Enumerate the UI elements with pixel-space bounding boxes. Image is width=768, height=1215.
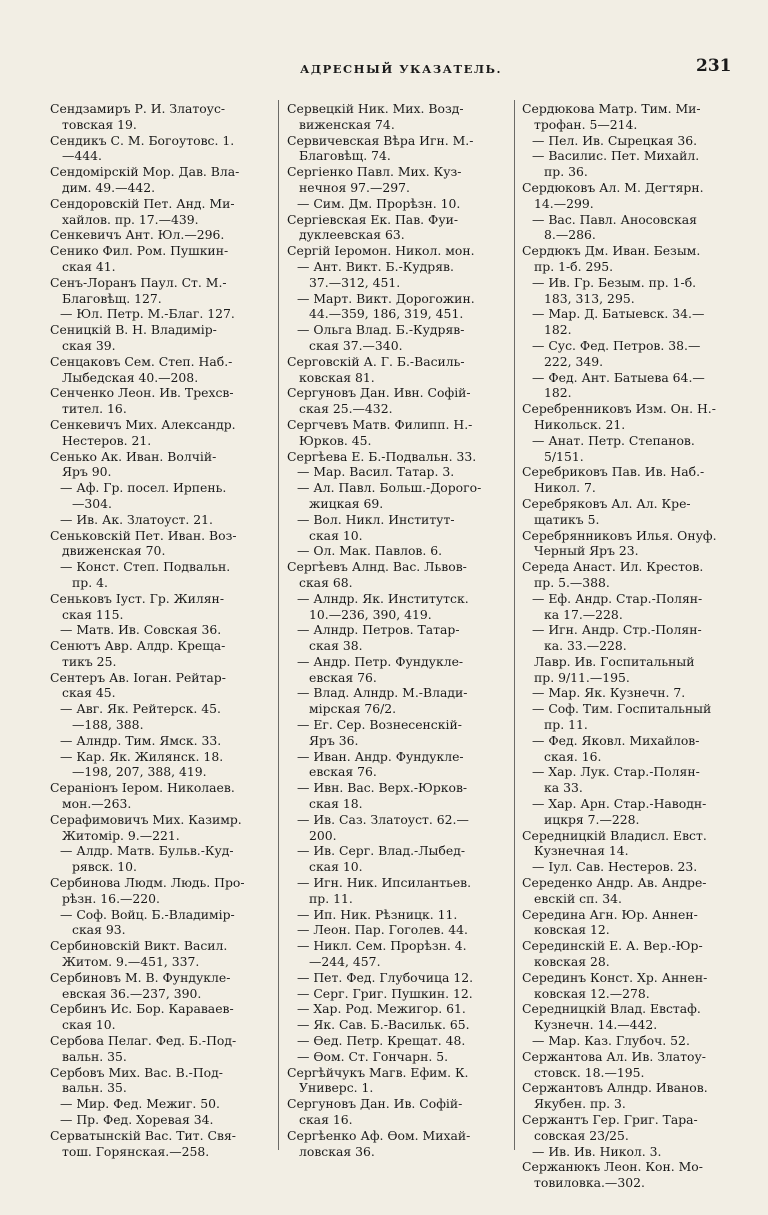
directory-entry: — Вол. Никл. Институт- ская 10. xyxy=(297,511,455,543)
running-head: АДРЕСНЫЙ УКАЗАТЕЛЬ. xyxy=(300,62,503,76)
directory-entry: — Ант. Викт. Б.-Кудряв. 37.—312, 451. xyxy=(297,258,454,290)
directory-entry: — Ив. Серг. Влад.-Лыбед- ская 10. xyxy=(297,843,466,875)
directory-entry: — Як. Сав. Б.-Васильк. 65. xyxy=(297,1017,470,1033)
directory-entry: — Василис. Пет. Михайл. пр. 36. xyxy=(532,148,700,180)
directory-entry: — Мар. Як. Кузнечн. 7. xyxy=(532,685,686,701)
directory-entry: Середина Агн. Юр. Аннен- ковская 12. xyxy=(522,906,698,938)
directory-entry: Лавр. Ив. Госпитальный пр. 9/11.—195. xyxy=(534,653,695,685)
directory-entry: — Ал. Павл. Больш.-Дорого- жицкая 69. xyxy=(297,480,482,511)
directory-entry: — Матв. Ив. Совская 36. xyxy=(60,622,222,638)
directory-entry: — Юл. Петр. М.-Благ. 127. xyxy=(60,306,235,322)
directory-entry: — Март. Викт. Дорогожин. 44.—359, 186, 319, 451. xyxy=(297,290,475,322)
directory-entry: — Кар. Як. Жилянск. 18. —198, 207, 388, 419. xyxy=(60,748,224,780)
directory-entry: Сенико Фил. Ром. Пушкин- ская 41. xyxy=(50,243,229,274)
directory-entry: Сербинъ Ис. Бор. Караваев- ская 10. xyxy=(50,1001,234,1033)
directory-entry: Сербиновскій Викт. Васил. Житом. 9.—451, 337. xyxy=(50,938,228,970)
directory-entry: Сендоровскій Пет. Анд. Ми- хайлов. пр. 17.—439. xyxy=(50,195,235,227)
directory-entry: Сергуновъ Дан. Ив. Софій- ская 16. xyxy=(287,1096,463,1127)
directory-entry: Сержанюкъ Леон. Кон. Мо- товиловка.—302. xyxy=(522,1159,703,1191)
directory-entry: — Сим. Дм. Прорѣзн. 10. xyxy=(297,195,461,211)
directory-entry: — Хар. Арн. Стар.-Наводн- ицкря 7.—228. xyxy=(532,796,707,827)
directory-entry: — Анат. Петр. Степанов. 5/151. xyxy=(532,432,695,464)
directory-entry: — Іул. Сав. Нестеров. 23. xyxy=(532,859,698,875)
directory-entry: — Пел. Ив. Сырецкая 36. xyxy=(532,132,698,148)
directory-entry: — Игн. Ник. Ипсилантьев. пр. 11. xyxy=(297,875,472,906)
directory-entry: Сердюкова Матр. Тим. Ми- трофан. 5—214. xyxy=(522,101,701,132)
directory-entry: Сенкевичъ Мих. Александр. Нестеров. 21. xyxy=(50,416,236,448)
directory-entry: Сержантъ Гер. Григ. Тара- совская 23/25. xyxy=(522,1112,698,1143)
directory-entry: — Хар. Род. Межигор. 61. xyxy=(297,1001,466,1017)
directory-entry: Середницкій Влад. Евстаф. Кузнечн. 14.—442. xyxy=(522,1001,701,1033)
directory-entry: — Ив. Саз. Златоуст. 62.— 200. xyxy=(297,811,469,843)
directory-entry: Сергѣенко Аф. Ѳом. Михай- ловская 36. xyxy=(287,1127,471,1159)
directory-entry: — Авг. Як. Рейтерск. 45. —188, 388. xyxy=(60,701,221,733)
directory-entry: Сергіевская Ек. Пав. Фуи- дуклеевская 63. xyxy=(287,211,459,243)
directory-entry: Сервецкій Ник. Мих. Возд- виженская 74. xyxy=(287,101,464,132)
directory-entry: — Никл. Сем. Прорѣзн. 4. —244, 457. xyxy=(297,938,467,970)
column-rule xyxy=(278,100,279,1150)
directory-entry: Сергуновъ Дан. Ивн. Софій- ская 25.—432. xyxy=(287,385,471,417)
directory-entry: — Серг. Григ. Пушкин. 12. xyxy=(297,985,473,1001)
directory-entry: — Мир. Фед. Межиг. 50. xyxy=(60,1096,220,1112)
directory-entry: — Вас. Павл. Аносовская 8.—286. xyxy=(532,211,697,243)
directory-entry: — Еф. Андр. Стар.-Полян- ка 17.—228. xyxy=(532,590,703,622)
directory-entry: Сербова Пелаг. Фед. Б.-Под- вальн. 35. xyxy=(50,1033,237,1064)
directory-entry: Сержантовъ Алндр. Иванов. Якубен. пр. 3. xyxy=(522,1080,708,1112)
directory-entry: Сераніонъ Іером. Николаев. мон.—263. xyxy=(50,780,235,812)
directory-entry: Сеньковскій Пет. Иван. Воз- движенская 70. xyxy=(50,527,237,559)
directory-entry: Серединскій Е. А. Вер.-Юр- ковская 28. xyxy=(522,938,703,970)
directory-entry: Серватынскій Вас. Тит. Свя- тош. Горянская.—258. xyxy=(50,1127,236,1159)
directory-entry: — Алдр. Матв. Бульв.-Куд- рявск. 10. xyxy=(60,843,234,875)
column-rule xyxy=(514,100,515,1150)
directory-entry: Серебряковъ Ал. Ал. Кре- щатикъ 5. xyxy=(522,495,691,527)
directory-entry: Сендикъ С. М. Богоутовс. 1. —444. xyxy=(50,132,235,164)
directory-entry: — Соф. Войц. Б.-Владимір- ская 93. xyxy=(60,906,235,938)
directory-entry: Сентеръ Ав. Іоган. Рейтар- ская 45. xyxy=(50,669,226,701)
directory-entry: — Леон. Пар. Гоголев. 44. xyxy=(297,922,468,938)
directory-entry: Сервичевская Вѣра Игн. М.- Благовѣщ. 74. xyxy=(287,132,474,164)
directory-entry: — Ив. Ив. Никол. 3. xyxy=(532,1143,662,1159)
directory-entry: Серговскій А. Г. Б.-Василь- ковская 81. xyxy=(287,353,465,385)
directory-entry: — Андр. Петр. Фундукле- евская 76. xyxy=(297,653,464,685)
directory-entry: — Влад. Алндр. М.-Влади- мірская 76/2. xyxy=(297,685,468,717)
directory-entry: — Ив. Ак. Златоуст. 21. xyxy=(60,511,213,527)
directory-entry: Сенютъ Авр. Алдр. Крещa- тикъ 25. xyxy=(50,638,226,669)
directory-entry: — Ол. Мак. Павлов. 6. xyxy=(297,543,443,559)
directory-entry: — Алндр. Тим. Ямск. 33. xyxy=(60,732,222,748)
directory-entry: — Пет. Фед. Глубочица 12. xyxy=(297,969,474,985)
directory-entry: — Ип. Ник. Рѣзницк. 11. xyxy=(297,906,458,922)
directory-entry: Сергѣева Е. Б.-Подвальн. 33. xyxy=(287,448,477,464)
directory-entry: Сергіенко Павл. Мих. Куз- нечноя 97.—297. xyxy=(287,164,462,195)
directory-entry: — Фед. Яковл. Михайлов- ская. 16. xyxy=(532,732,700,764)
directory-entry: — Мар. Д. Батыевск. 34.— 182. xyxy=(532,306,705,338)
directory-entry: — Аф. Гр. посел. Ирпень. —304. xyxy=(60,480,227,511)
directory-entry: — Иван. Андр. Фундукле- евская 76. xyxy=(297,748,464,780)
directory-entry: Сержантова Ал. Ив. Златоу- стовск. 18.—195. xyxy=(522,1048,706,1080)
directory-entry: Середенко Андр. Ав. Андре- евскій сп. 34. xyxy=(522,875,707,906)
directory-entry: — Ѳом. Ст. Гончарн. 5. xyxy=(297,1048,449,1064)
directory-entry: Сенченко Леон. Ив. Трехсв- тител. 16. xyxy=(50,385,234,417)
directory-entry: — Фед. Ант. Батыева 64.— 182. xyxy=(532,369,705,401)
directory-entry: — Мар. Васил. Татар. 3. xyxy=(297,464,455,480)
directory-entry: Сендзамиръ Р. И. Златоус- товская 19. xyxy=(50,101,226,132)
directory-entry: Середницкій Владисл. Евст. Кузнечная 14. xyxy=(522,827,707,859)
column-2 xyxy=(287,101,513,1159)
directory-entry: Сергчевъ Матв. Филипп. Н.- Юрков. 45. xyxy=(287,416,473,448)
directory-entry: Серебренниковъ Изм. Он. Н.- Никольск. 21. xyxy=(522,401,716,432)
directory-entry: Сендомірскій Мор. Дав. Вла- дим. 49.—442. xyxy=(50,164,240,195)
directory-entry: Серебрянниковъ Илья. Онуф. Черный Яръ 23. xyxy=(522,527,717,559)
directory-entry: — Сус. Фед. Петров. 38.— 222, 349. xyxy=(532,337,701,369)
directory-entry: Сенцаковъ Сем. Степ. Наб.- Лыбедская 40.—208. xyxy=(50,353,233,385)
directory-entry: Серебриковъ Пав. Ив. Наб.- Никол. 7. xyxy=(522,464,705,496)
directory-entry: — Хар. Лук. Стар.-Полян- ка 33. xyxy=(532,764,700,796)
directory-entry: — Ег. Сер. Вознесенскій- Яръ 36. xyxy=(297,717,462,748)
directory-entry: — Ивн. Вас. Верх.-Юрков- ская 18. xyxy=(297,780,468,812)
directory-entry: Сердюковъ Ал. М. Дегтярн. 14.—299. xyxy=(522,179,704,211)
directory-entry: — Игн. Андр. Стр.-Полян- ка. 33.—228. xyxy=(532,622,702,654)
directory-entry: Сергій Іеромон. Никол. мон. xyxy=(287,243,475,259)
directory-entry: — Соф. Тим. Госпитальный пр. 11. xyxy=(532,701,712,733)
directory-entry: Сергѣевъ Алнд. Вас. Львов- ская 68. xyxy=(287,559,467,590)
directory-entry: Сенъ-Лоранъ Паул. Ст. М.- Благовѣщ. 127. xyxy=(50,274,227,306)
directory-entry: Сенкевичъ Ант. Юл.—296. xyxy=(50,227,225,243)
directory-entry: Сербовъ Мих. Вас. В.-Под- вальн. 35. xyxy=(50,1064,223,1096)
directory-entry: — Алндр. Петров. Татар- ская 38. xyxy=(297,622,460,654)
directory-entry: Сеницкій В. Н. Владимір- ская 39. xyxy=(50,322,217,353)
directory-entry: — Ѳед. Петр. Крещат. 48. xyxy=(297,1033,466,1049)
directory-entry: — Конст. Степ. Подвальн. пр. 4. xyxy=(60,559,231,590)
directory-entry: Сербинова Людм. Людь. Про- рѣзн. 16.—220. xyxy=(50,875,245,906)
directory-entry: — Ольга Влад. Б.-Кудряв- ская 37.—340. xyxy=(297,322,465,353)
directory-entry: Сердюкъ Дм. Иван. Безым. пр. 1-б. 295. xyxy=(522,243,701,274)
directory-entry: — Мар. Каз. Глубоч. 52. xyxy=(532,1033,690,1049)
column-1 xyxy=(50,101,278,1159)
column-3 xyxy=(522,101,754,1191)
directory-entry: Середа Анаст. Ил. Крестов. пр. 5.—388. xyxy=(522,559,704,590)
directory-entry: Серафимовичъ Мих. Казимр. Житомір. 9.—221. xyxy=(50,811,242,843)
directory-entry: Сеньковъ Іуст. Гр. Жилян- ская 115. xyxy=(50,590,225,622)
directory-entry: Сенько Ак. Иван. Волчій- Яръ 90. xyxy=(50,448,217,480)
directory-entry: — Алндр. Як. Институтск. 10.—236, 390, 419. xyxy=(297,590,469,622)
page-number: 231 xyxy=(696,56,732,76)
directory-entry: — Ив. Гр. Безым. пр. 1-б. 183, 313, 295. xyxy=(532,274,697,306)
directory-entry: — Пр. Фед. Хоревая 34. xyxy=(60,1112,214,1127)
directory-entry: Сергѣйчукъ Магв. Ефим. К. Универс. 1. xyxy=(287,1064,469,1096)
directory-entry: Сербиновъ М. В. Фундукле- евская 36.—237, 390. xyxy=(50,969,231,1001)
directory-entry: Серединъ Конст. Хр. Аннен- ковская 12.—278. xyxy=(522,969,708,1001)
